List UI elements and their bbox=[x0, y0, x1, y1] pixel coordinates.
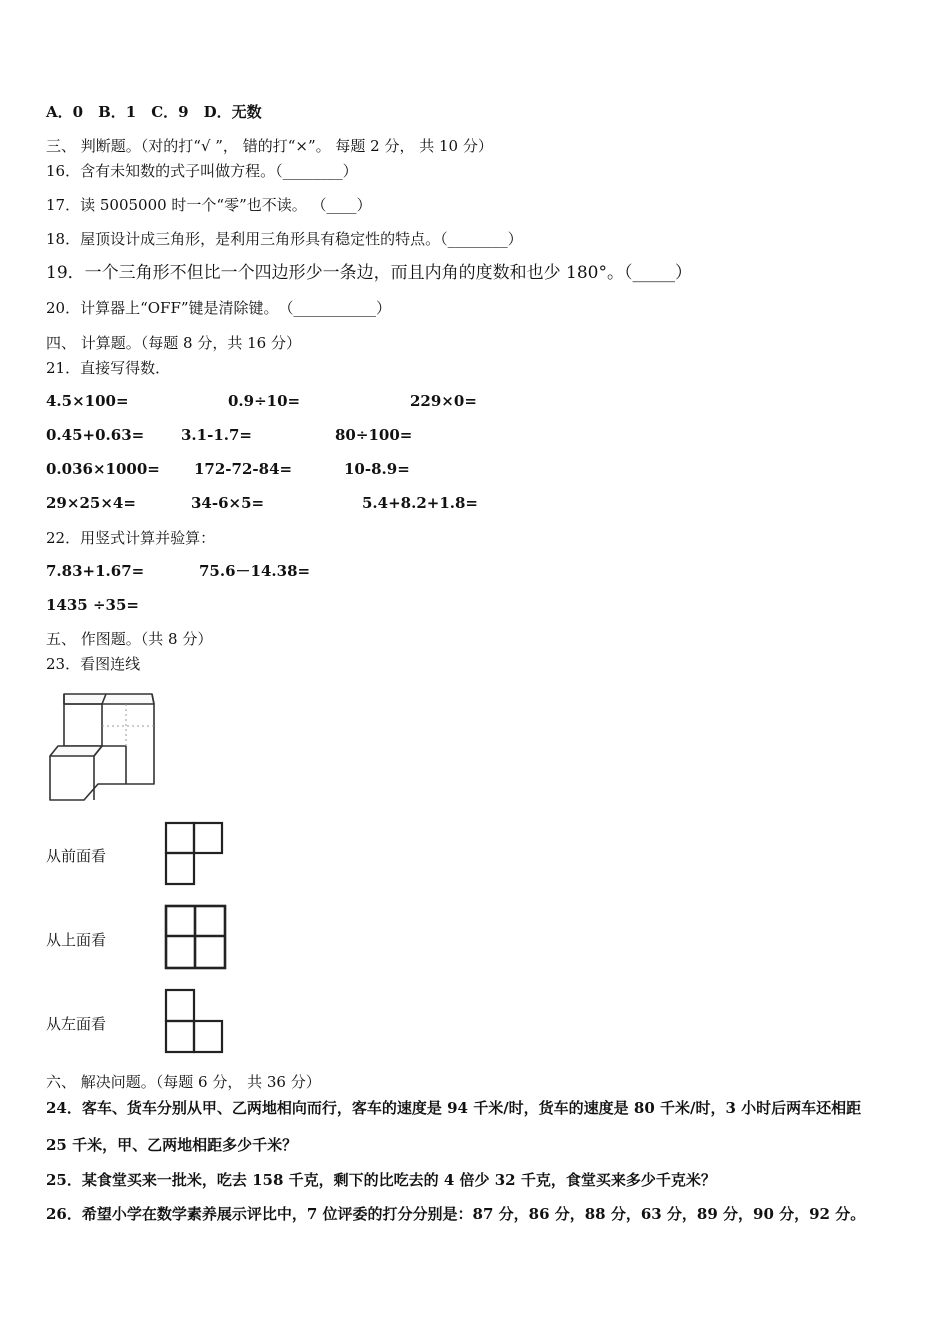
calc-item: 0.9÷10= bbox=[228, 392, 301, 410]
calc-item: 75.6－14.38= bbox=[199, 562, 311, 580]
q18-text: 18．屋顶设计成三角形，是利用三角形具有稳定性的特点。（________） bbox=[46, 230, 523, 248]
calc-item: 0.036×1000= bbox=[46, 460, 160, 478]
calc-item: 5.4+8.2+1.8= bbox=[362, 494, 478, 512]
calc-item: 0.45+0.63= bbox=[46, 426, 145, 444]
calc-item: 1435 ÷35= bbox=[46, 596, 139, 614]
calc-item: 34-6×5= bbox=[191, 494, 265, 512]
calc-item: 229×0= bbox=[410, 392, 477, 410]
calc-item: 80÷100= bbox=[335, 426, 413, 444]
section4-title: 四、 计算题。（每题 8 分，共 16 分） bbox=[46, 334, 301, 352]
q25-text: 25．某食堂买来一批米，吃去 158 千克，剩下的比吃去的 4 倍少 32 千克，食堂买来多少千克米？ bbox=[46, 1171, 716, 1189]
calc-item: 4.5×100= bbox=[46, 392, 129, 410]
calc-item: 10-8.9= bbox=[344, 460, 410, 478]
q15-options: A．0 B．1 C．9 D．无数 bbox=[46, 103, 262, 121]
cube-figure bbox=[44, 686, 159, 806]
view-top-label: 从上面看 bbox=[46, 931, 107, 949]
q24-line2: 25 千米，甲、乙两地相距多少千米？ bbox=[46, 1136, 298, 1154]
calc-item: 172-72-84= bbox=[194, 460, 293, 478]
calc-item: 7.83+1.67= bbox=[46, 562, 145, 580]
q26-text: 26．希望小学在数学素养展示评比中，7 位评委的打分分别是：87 分，86 分，88 分，63 分，89 分，90 分，92 分。 bbox=[46, 1205, 866, 1223]
q22-text: 22．用竖式计算并验算： bbox=[46, 529, 216, 547]
front-view-icon bbox=[163, 820, 227, 888]
q20-text: 20．计算器上“OFF”键是清除键。 （___________） bbox=[46, 299, 392, 317]
section5-title: 五、 作图题。（共 8 分） bbox=[46, 630, 213, 648]
q19-text: 19．一个三角形不但比一个四边形少一条边，而且内角的度数和也少 180°。（_____） bbox=[46, 263, 692, 283]
top-view-icon bbox=[163, 903, 229, 971]
q17-text: 17．读 5005000 时一个“零”也不读。 （____） bbox=[46, 196, 372, 214]
q24-line1: 24．客车、货车分别从甲、乙两地相向而行，客车的速度是 94 千米/时，货车的速度是 80 千米/时，3 小时后两车还相距 bbox=[46, 1099, 862, 1117]
left-view-icon bbox=[163, 987, 227, 1057]
calc-item: 3.1-1.7= bbox=[181, 426, 252, 444]
section6-title: 六、 解决问题。（每题 6 分， 共 36 分） bbox=[46, 1073, 321, 1091]
view-left-label: 从左面看 bbox=[46, 1015, 107, 1033]
q21-text: 21．直接写得数． bbox=[46, 359, 171, 377]
view-front-label: 从前面看 bbox=[46, 847, 107, 865]
calc-item: 29×25×4= bbox=[46, 494, 136, 512]
q23-text: 23．看图连线 bbox=[46, 655, 141, 673]
q16-text: 16．含有未知数的式子叫做方程。（________） bbox=[46, 162, 358, 180]
section3-title: 三、 判断题。（对的打“√ ”， 错的打“×”。 每题 2 分， 共 10 分） bbox=[46, 137, 493, 155]
